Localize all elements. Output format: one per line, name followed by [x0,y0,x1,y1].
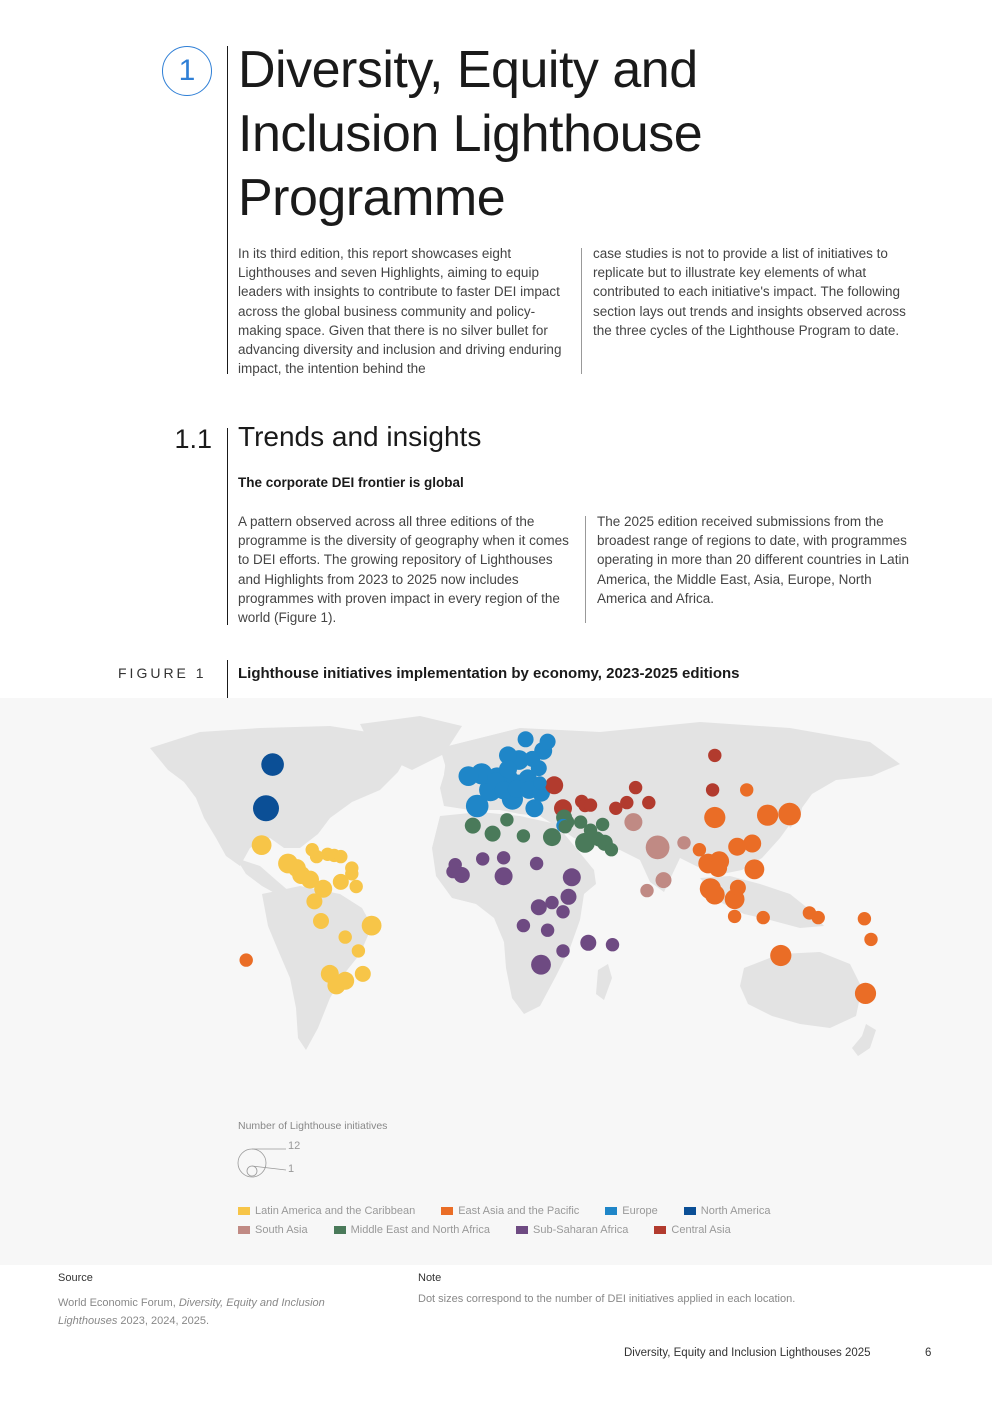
map-dot-eap [743,835,761,853]
color-legend-row-2 [238,1224,731,1236]
map-dot-ca [620,796,633,809]
map-dot-eap [864,933,877,946]
intro-right-column: case studies is not to provide a list of initiatives to replicate but to illustrate key elements of what contributed to each initiative's impact. The following section lays out trends and insights observed across the three cycles of the Lighthouse Program to date. [593,246,906,338]
map-dot-ssa [495,867,513,885]
map-dot-mena [543,828,561,846]
map-dot-eap [240,953,253,966]
note-heading: Note [418,1272,442,1284]
map-dot-lac [339,930,352,943]
header-divider [227,46,228,374]
size-legend-title: Number of Lighthouse initiatives [238,1120,388,1132]
section-number: 1.1 [174,424,212,454]
size-legend-max-label: 12 [288,1140,301,1152]
section-column-divider [585,516,586,623]
legend-label: Europe [622,1205,658,1217]
map-dot-eap [728,910,741,923]
footer-page-number: 6 [925,1347,932,1359]
map-dot-eap [855,983,876,1004]
intro-left-column: In its third edition, this report showcases eight Lighthouses and seven Highlights, aiming to equip leaders with insights to contribute to faster DEI impact across the global business community and policy-making space. Given that there is no silver bullet for advancing diversity and inclusion and driving enduring impact, the intention behind the [238,246,562,377]
land-new-zealand [852,1024,876,1056]
map-dot-eap [757,911,770,924]
section-title: Trends and insights [238,421,482,452]
size-legend-min-label: 1 [288,1163,295,1175]
map-dot-ssa [541,924,554,937]
map-dot-ca [629,781,642,794]
map-panel [0,698,992,1265]
map-dot-ssa [563,868,581,886]
map-dot-eap [709,859,727,877]
legend-swatch [441,1207,453,1215]
legend-swatch [334,1226,346,1234]
legend-swatch [654,1226,666,1234]
legend-swatch [684,1207,696,1215]
map-dot-ssa [517,919,530,932]
section-left-column: A pattern observed across all three editions of the programme is the diversity of geography when it comes to DEI efforts. The growing repository of Lighthouses and Highlights from 2023 to 2025 now includes programmes with proven impact in every region of the world (Figure 1). [238,514,569,626]
map-dot-eap [812,911,825,924]
section-right-column: The 2025 edition received submissions from the broadest range of regions to date, with programmes operating in more than 20 different countries in Latin America, the Middle East, Asia, Europe, North America and Africa. [597,514,909,606]
map-dot-eap [728,838,746,856]
legend-item [516,1224,628,1236]
legend-item [684,1205,771,1217]
legend-item [238,1205,415,1217]
legend-item [334,1224,490,1236]
figure-label: FIGURE 1 [118,665,207,681]
map-dot-lac [355,966,371,982]
map-dot-eap [693,843,706,856]
legend-swatch [238,1226,250,1234]
size-legend-max-circle [238,1149,266,1177]
legend-swatch [516,1226,528,1234]
land-madagascar [596,964,612,1000]
map-dot-mena [584,824,597,837]
size-legend-min-circle [247,1166,257,1176]
map-dot-mena [465,818,481,834]
map-dot-eur [524,751,540,767]
map-dot-eap [745,859,765,879]
source-text [58,1294,378,1330]
legend-swatch [238,1207,250,1215]
map-dot-ca [545,776,563,794]
map-dot-lac [306,893,322,909]
map-dot-lac [327,976,345,994]
map-dot-lac [345,861,358,874]
chapter-number-badge [162,46,212,96]
map-dot-lac [350,880,363,893]
land-north-america [150,726,410,866]
map-dot-sa [656,872,672,888]
map-dot-ssa [545,896,558,909]
source-publication: Diversity, Equity and Inclusion Lighthouses [58,1297,325,1327]
color-legend-row-1 [238,1205,770,1217]
legend-label: North America [700,1205,771,1217]
map-dot-ssa [561,889,577,905]
map-dot-eap [705,885,725,905]
map-dot-eap [730,880,746,896]
map-dot-lac [313,913,329,929]
map-dot-ca [584,798,597,811]
map-dot-lac [352,944,365,957]
map-dot-eap [704,807,725,828]
map-dot-lac [252,835,272,855]
land-australia [740,952,862,1028]
legend-item [238,1224,308,1236]
world-map-chart [0,698,992,1118]
legend-item [654,1224,730,1236]
map-dot-ssa [476,852,489,865]
legend-swatch [605,1207,617,1215]
map-dot-eur [499,760,517,778]
map-dot-lac [334,850,347,863]
map-dot-ca [706,783,719,796]
map-dot-sa [677,836,690,849]
source-prefix: World Economic Forum, [58,1297,179,1309]
map-dot-ssa [531,955,551,975]
map-dot-na [261,753,284,776]
legend-label: Central Asia [671,1224,731,1236]
map-dot-ssa [531,899,547,915]
map-dot-ssa [530,857,543,870]
map-dot-na [253,795,279,821]
map-dot-mena [605,843,618,856]
legend-label: East Asia and the Pacific [458,1205,580,1217]
map-dot-ssa [580,935,596,951]
map-dot-eur [525,799,543,817]
figure-title: Lighthouse initiatives implementation by economy, 2023-2025 editions [238,665,740,682]
chapter-number: 1 [178,54,196,87]
legend-label: Latin America and the Caribbean [255,1205,416,1217]
map-dot-eap [858,912,871,925]
map-dot-lac [310,850,323,863]
map-dot-ssa [446,865,459,878]
map-dot-sa [624,813,642,831]
map-dot-eur [459,766,479,786]
legend-label: Middle East and North Africa [350,1224,490,1236]
map-dot-lac [362,916,382,936]
section-subheading: The corporate DEI frontier is global [238,475,464,490]
map-dot-ssa [497,851,510,864]
map-dot-ssa [556,905,569,918]
map-dot-sa [640,884,653,897]
map-dot-eur [533,776,546,789]
map-dot-mena [485,826,501,842]
figure-divider [227,660,228,698]
legend-item [605,1205,657,1217]
map-dot-eur [466,795,489,818]
map-dot-mena [500,813,513,826]
map-dot-ssa [606,938,619,951]
map-dot-mena [596,818,609,831]
source-heading: Source [58,1272,93,1284]
legend-label: South Asia [255,1224,308,1236]
map-dot-eap [757,805,778,826]
map-dot-ca [708,749,721,762]
section-divider [227,428,228,625]
page-title: Diversity, Equity and Inclusion Lighthouse Programme [238,41,703,227]
map-dot-eap [740,783,753,796]
map-dot-eur [540,734,556,750]
map-dot-eur [518,731,534,747]
map-dot-mena [559,820,572,833]
map-dot-eap [770,945,791,966]
land-south-america [262,886,372,1050]
note-text: Dot sizes correspond to the number of DEI initiatives applied in each location. [418,1293,796,1305]
source-suffix: 2023, 2024, 2025. [117,1315,210,1327]
legend-label: Sub-Saharan Africa [533,1224,629,1236]
land-africa [432,812,596,1014]
map-dot-eap [778,803,801,826]
intro-column-divider [581,248,582,374]
footer-report-title: Diversity, Equity and Inclusion Lighthouses 2025 [624,1347,871,1359]
map-dot-mena [517,829,530,842]
map-dot-ca [642,796,655,809]
map-dot-ssa [556,944,569,957]
legend-item [441,1205,579,1217]
map-dot-sa [646,836,670,860]
